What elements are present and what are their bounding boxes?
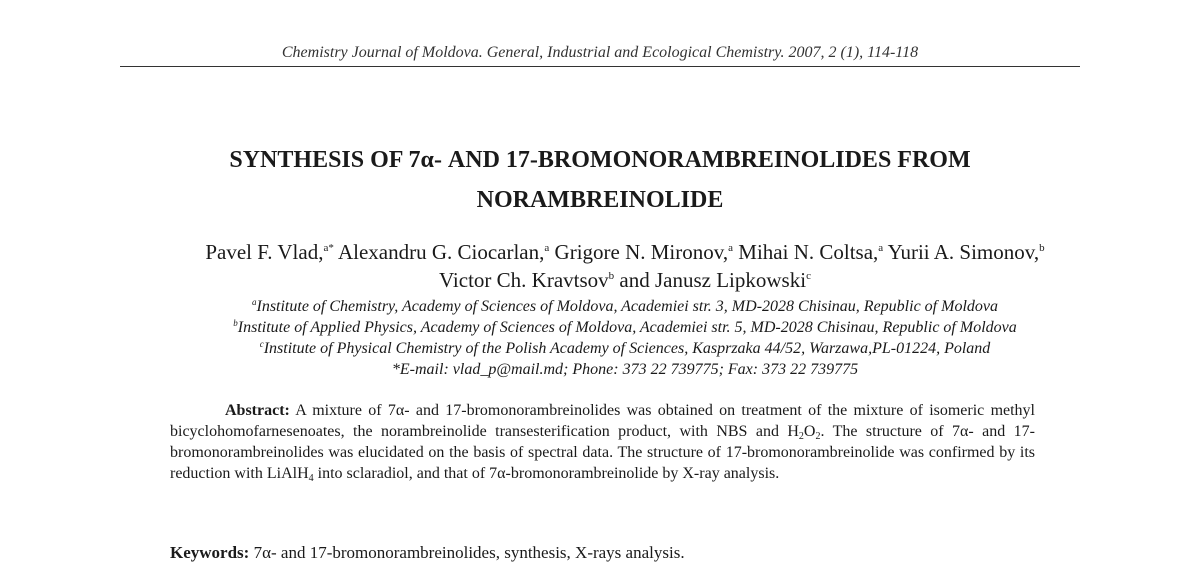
keywords (170, 542, 1035, 564)
abstract-text: O (803, 423, 816, 440)
author-name: Yurii A. Simonov, (883, 240, 1040, 264)
affiliation-text: Institute of Chemistry, Academy of Sciences of Moldova, Academiei str. 3, MD-2028 Chisinau, Republic of Moldova (256, 298, 998, 315)
abstract-text: A mixture of 7α- and 17-bromonorambreinolides was obtained on treatment of the mixture of isomeric methyl bicyclohomofarnesenoates, the norambreinolide transesterification product, with NBS and H (170, 402, 1035, 440)
author-name: Pavel F. Vlad, (205, 240, 324, 264)
affiliation-line (150, 317, 1100, 338)
affiliation-mark: c (259, 339, 264, 349)
author-name: Victor Ch. Kravtsov (439, 268, 609, 292)
author-affil-mark: a (544, 242, 550, 254)
journal-running-header: Chemistry Journal of Moldova. General, Industrial and Ecological Chemistry. 2007, 2 (1), 114-118 (281, 44, 919, 61)
author-affil-mark: a (728, 242, 734, 254)
keywords-label: Keywords: (170, 543, 250, 562)
subscript: 2 (798, 431, 804, 442)
abstract-label: Abstract: (225, 402, 290, 419)
affiliation-text: Institute of Applied Physics, Academy of Sciences of Moldova, Academiei str. 5, MD-2028 Chisinau, Republic of Moldova (237, 319, 1017, 336)
affiliations (150, 296, 1100, 380)
abstract-text: . The structure of 7α- and 17-bromonorambreinolides was elucidated on the basis of spectral data. The structure of 17-bromonorambreinolide was confirmed by its reduction with LiAlH (170, 423, 1035, 482)
affiliation-mark: a (251, 297, 257, 307)
header-rule (120, 66, 1080, 67)
subscript: 2 (815, 431, 821, 442)
author-affil-mark: a* (323, 242, 334, 254)
affiliation-line (150, 296, 1100, 317)
author-name: Grigore N. Mironov, (549, 240, 729, 264)
affiliation-text: Institute of Physical Chemistry of the Polish Academy of Sciences, Kasprzaka 44/52, Warzawa,PL-01224, Poland (263, 340, 991, 357)
affiliation-line (150, 338, 1100, 359)
author-affil-mark: c (806, 270, 811, 282)
article-title: SYNTHESIS OF 7α- AND 17-BROMONORAMBREINOLIDES FROM NORAMBREINOLIDE (229, 147, 971, 213)
author-list (180, 238, 1070, 294)
abstract-text: into sclaradiol, and that of 7α-bromonorambreinolide by X-ray analysis. (313, 465, 780, 482)
author-affil-mark: b (1039, 242, 1045, 254)
affiliation-mark: b (233, 318, 238, 328)
abstract (170, 400, 1035, 484)
author-affil-mark: b (608, 270, 615, 282)
contact-line: *E-mail: vlad_p@mail.md; Phone: 373 22 739775; Fax: 373 22 739775 (391, 361, 859, 378)
subscript: 4 (308, 473, 314, 484)
author-name: Mihai N. Coltsa, (733, 240, 879, 264)
keywords-text: 7α- and 17-bromonorambreinolides, synthesis, X-rays analysis. (249, 543, 685, 562)
author-affil-mark: a (878, 242, 884, 254)
author-name: Alexandru G. Ciocarlan, (333, 240, 545, 264)
author-name: and Janusz Lipkowski (614, 268, 807, 292)
